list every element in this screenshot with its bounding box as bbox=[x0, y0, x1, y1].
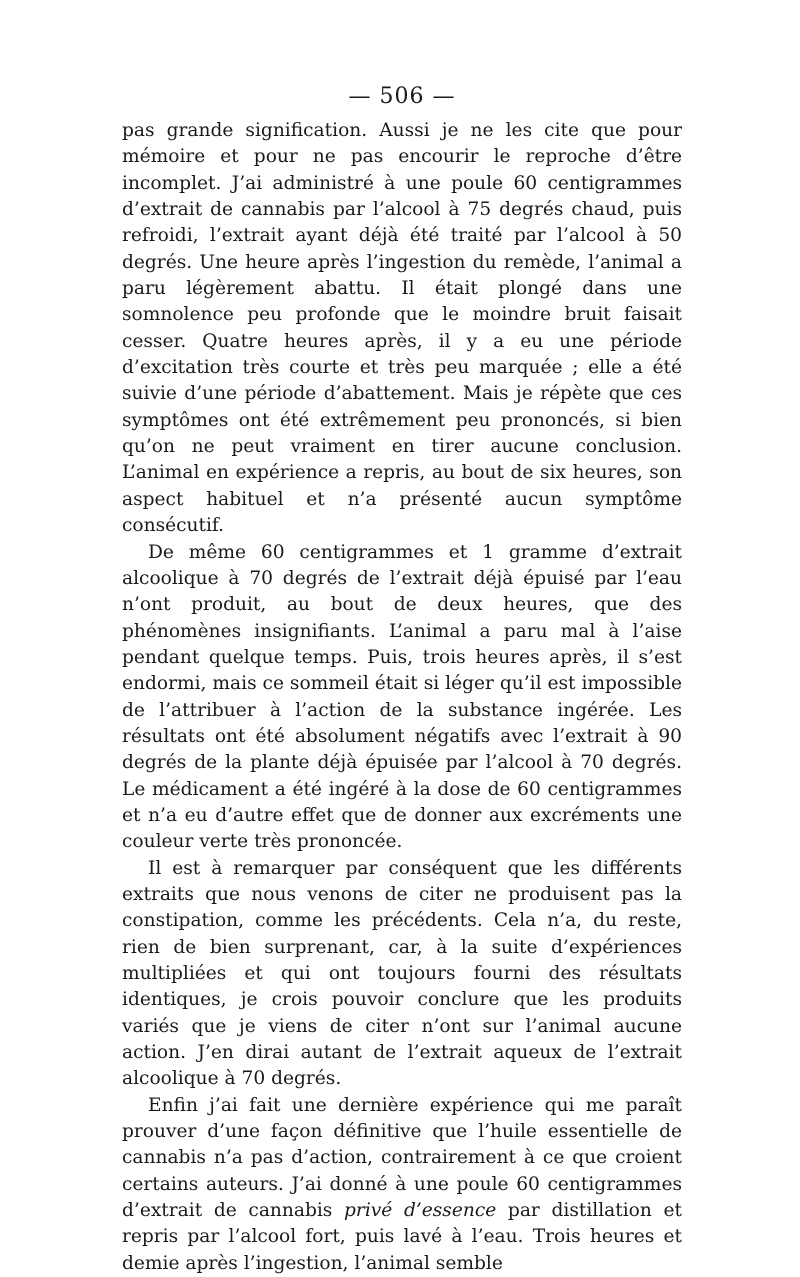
paragraph-2 bbox=[122, 540, 682, 856]
page-number: — 506 — bbox=[348, 84, 456, 109]
paragraph-text: Enfin j’ai fait une dernière expérience qui me paraît prouver d’une façon définitive que l’huile essentielle de cannabis n’a pas d’action, contrairement à ce que croient certains auteurs. J’ai donné à une poule 60 centigrammes d’extrait de cannabis bbox=[122, 1094, 682, 1222]
paragraph-3 bbox=[122, 856, 682, 1093]
paragraph-text: par distillation et repris par l’alcool fort, puis lavé à l’eau. Trois heures et demie après l’ingestion, l’animal semble bbox=[122, 1200, 683, 1274]
paragraph-1 bbox=[122, 118, 682, 540]
italic-phrase: privé d’essence bbox=[344, 1200, 497, 1222]
book-page bbox=[122, 84, 682, 1277]
paragraph-text: pas grande signification. Aussi je ne les cite que pour mémoire et pour ne pas encourir le reproche d’être incomplet. J’ai administré à une poule 60 centigrammes d’extrait de cannabis par l’alcool à 75 degrés chaud, puis refroidi, l’extrait ayant déjà été traité par l’alcool à 50 degrés. Une heure après l’ingestion du remède, l’animal a paru légèrement abattu. Il était plongé dans une somnolence peu profonde que le moindre bruit faisait cesser. Quatre heures après, il y a eu une période d’excitation très courte et très peu marquée ; elle a été suivie d’une période d’abattement. Mais je répète que ces symptômes ont été extrêmement peu prononcés, si bien qu’on ne peut vraiment en tirer aucune conclusion. L’animal en expérience a repris, au bout de six heures, son aspect habituel et n’a présenté aucun symptôme consécutif. bbox=[122, 120, 682, 537]
paragraph-text: De même 60 centigrammes et 1 gramme d’extrait alcoolique à 70 degrés de l’extrait déjà épuisé par l’eau n’ont produit, au bout de deux heures, que des phénomènes insignifiants. L’animal a paru mal à l’aise pendant quelque temps. Puis, trois heures après, il s’est endormi, mais ce sommeil était si léger qu’il est impossible de l’attribuer à l’action de la substance ingérée. Les résultats ont été absolument négatifs avec l’extrait à 90 degrés de la plante déjà épuisée par l’alcool à 70 degrés. Le médicament a été ingéré à la dose de 60 centigrammes et n’a eu d’autre effet que de donner aux excréments une couleur verte très prononcée. bbox=[122, 541, 682, 853]
paragraph-text: Il est à remarquer par conséquent que les différents extraits que nous venons de citer ne produisent pas la constipation, comme les précédents. Cela n’a, du reste, rien de bien surprenant, car, à la suite d’expériences multipliées et qui ont toujours fourni des résultats identiques, je crois pouvoir conclure que les produits variés que je viens de citer n’ont sur l’animal aucune action. J’en dirai autant de l’extrait aqueux de l’extrait alcoolique à 70 degrés. bbox=[122, 857, 682, 1090]
paragraph-4 bbox=[122, 1093, 682, 1277]
